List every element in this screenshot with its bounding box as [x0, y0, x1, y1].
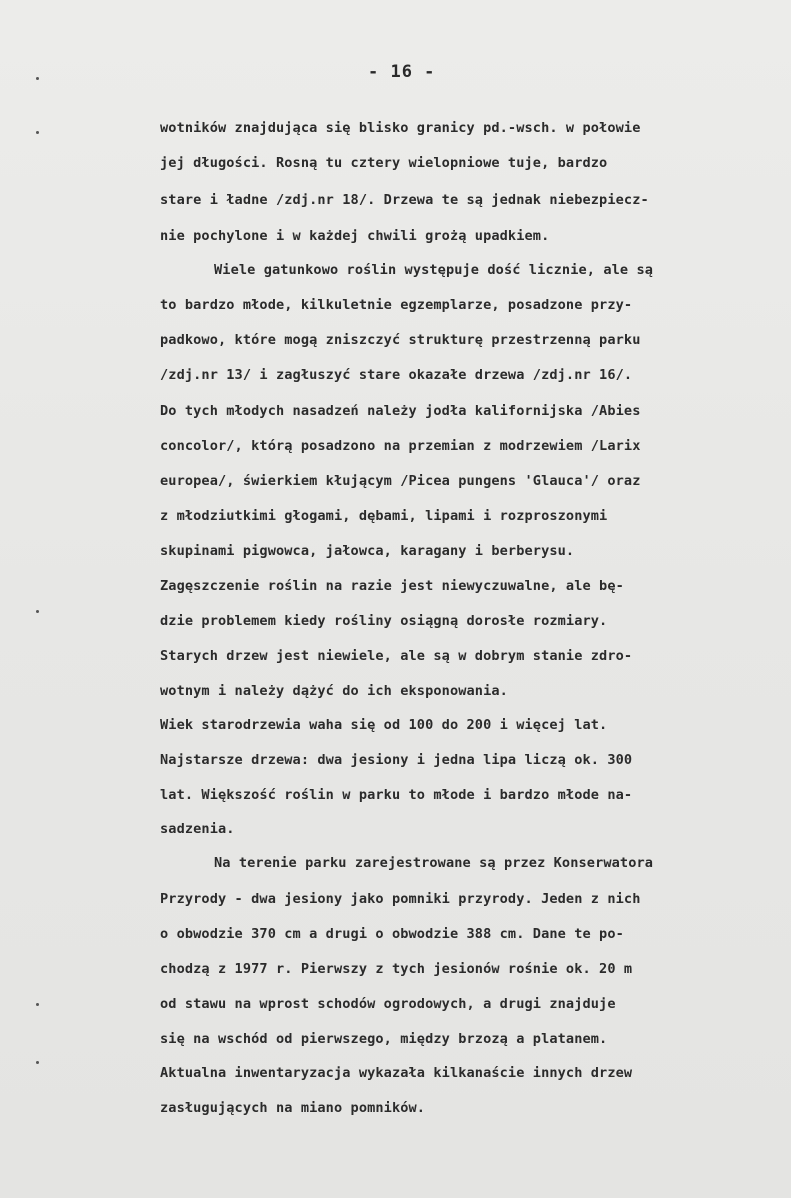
text-line: skupinami pigwowca, jałowca, karagany i berberysu.	[160, 543, 575, 559]
text-line: dzie problemem kiedy rośliny osiągną dorosłe rozmiary.	[160, 613, 608, 629]
text-line: sadzenia.	[160, 821, 235, 837]
text-line: Wiele gatunkowo roślin występuje dość licznie, ale są	[214, 262, 654, 278]
text-line: Do tych młodych nasadzeń należy jodła kalifornijska /Abies	[160, 403, 641, 419]
margin-mark	[36, 1003, 39, 1006]
page-number: - 16 -	[368, 62, 436, 82]
margin-mark	[36, 1061, 39, 1064]
text-line: concolor/, którą posadzono na przemian z modrzewiem /Larix	[160, 438, 641, 454]
text-line: chodzą z 1977 r. Pierwszy z tych jesionów rośnie ok. 20 m	[160, 961, 633, 977]
text-line: Przyrody - dwa jesiony jako pomniki przyrody. Jeden z nich	[160, 891, 641, 907]
text-line: /zdj.nr 13/ i zagłuszyć stare okazałe drzewa /zdj.nr 16/.	[160, 367, 633, 383]
margin-mark	[36, 610, 39, 613]
text-line: się na wschód od pierwszego, między brzozą a platanem.	[160, 1031, 608, 1047]
text-line: o obwodzie 370 cm a drugi o obwodzie 388 cm. Dane te po-	[160, 926, 624, 942]
text-line: z młodziutkimi głogami, dębami, lipami i rozproszonymi	[160, 508, 608, 524]
text-line: wotnym i należy dążyć do ich eksponowania.	[160, 683, 508, 699]
text-line: lat. Większość roślin w parku to młode i bardzo młode na-	[160, 787, 633, 803]
text-line: zasługujących na miano pomników.	[160, 1100, 426, 1116]
text-line: stare i ładne /zdj.nr 18/. Drzewa te są jednak niebezpiecz-	[160, 192, 649, 208]
text-line: europea/, świerkiem kłującym /Picea pungens 'Glauca'/ oraz	[160, 473, 641, 489]
text-line: Wiek starodrzewia waha się od 100 do 200 i więcej lat.	[160, 717, 608, 733]
text-line: Najstarsze drzewa: dwa jesiony i jedna lipa liczą ok. 300	[160, 752, 633, 768]
text-line: Starych drzew jest niewiele, ale są w dobrym stanie zdro-	[160, 648, 633, 664]
text-line: wotników znajdująca się blisko granicy pd.-wsch. w połowie	[160, 120, 641, 136]
margin-mark	[36, 77, 39, 80]
text-line: jej długości. Rosną tu cztery wielopniowe tuje, bardzo	[160, 155, 608, 171]
text-line: nie pochylone i w każdej chwili grożą upadkiem.	[160, 228, 550, 244]
margin-mark	[36, 131, 39, 134]
text-line: to bardzo młode, kilkuletnie egzemplarze, posadzone przy-	[160, 297, 633, 313]
text-line: Zagęszczenie roślin na razie jest niewyczuwalne, ale bę-	[160, 578, 624, 594]
text-line: padkowo, które mogą zniszczyć strukturę przestrzenną parku	[160, 332, 641, 348]
text-line: Na terenie parku zarejestrowane są przez Konserwatora	[214, 855, 654, 871]
text-line: od stawu na wprost schodów ogrodowych, a drugi znajduje	[160, 996, 616, 1012]
text-line: Aktualna inwentaryzacja wykazała kilkanaście innych drzew	[160, 1065, 633, 1081]
